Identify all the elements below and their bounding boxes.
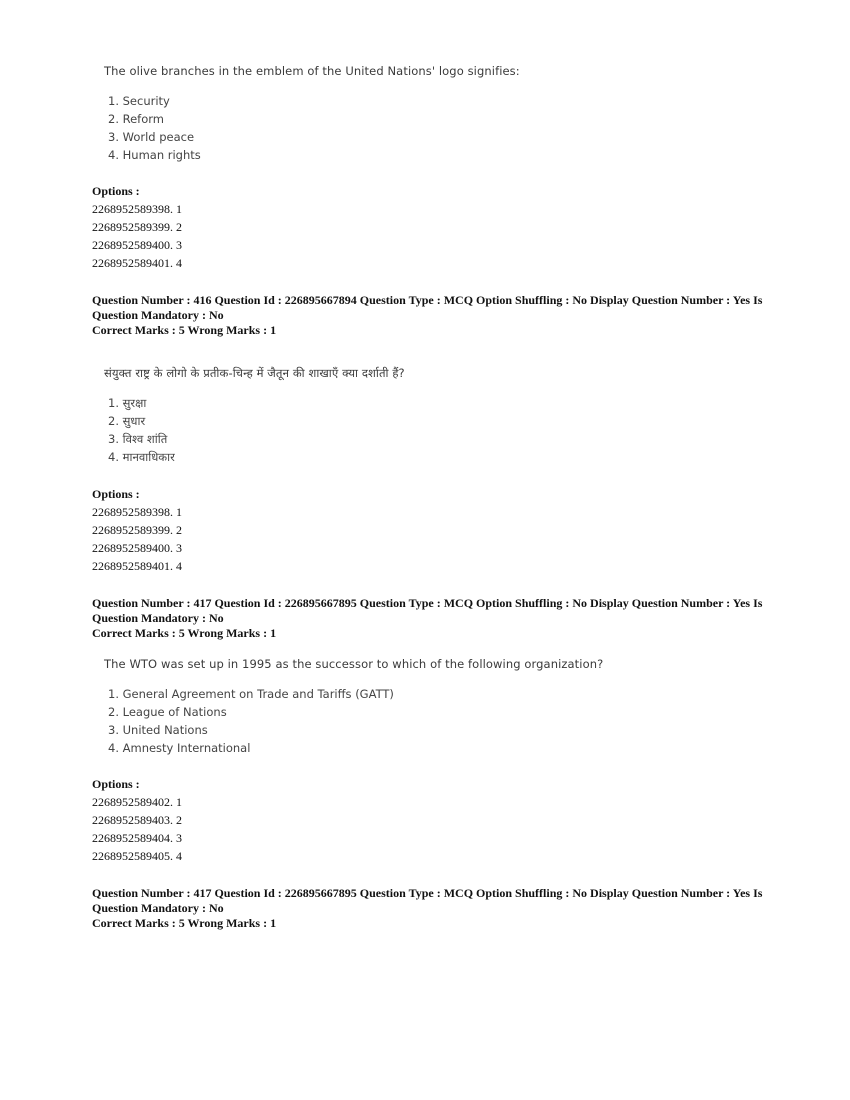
option-id-list (92, 200, 182, 272)
question-text-hindi: संयुक्त राष्ट्र के लोगो के प्रतीक-चिन्ह में जैतून की शाखाएँ क्या दर्शाती हैं? (104, 366, 405, 380)
answer-choice: 3. United Nations (108, 723, 208, 737)
answer-choices-hindi (108, 394, 175, 466)
answer-choices (108, 685, 394, 757)
option-id-item: 2268952589405. 4 (92, 849, 182, 863)
options-label: Options : (92, 184, 140, 198)
question-marks: Correct Marks : 5 Wrong Marks : 1 (92, 323, 277, 337)
question-marks: Correct Marks : 5 Wrong Marks : 1 (92, 626, 277, 640)
options-label: Options : (92, 487, 140, 501)
option-id-item: 2268952589400. 3 (92, 238, 182, 252)
option-id-item: 2268952589400. 3 (92, 541, 182, 555)
question-meta: Question Number : 417 Question Id : 226895667895 Question Type : MCQ Option Shuffling : No Display Question Number : Yes Is Question Mandatory : No (92, 596, 763, 625)
option-id-item: 2268952589403. 2 (92, 813, 182, 827)
option-id-item: 2268952589398. 1 (92, 505, 182, 519)
option-id-item: 2268952589399. 2 (92, 523, 182, 537)
option-id-item: 2268952589399. 2 (92, 220, 182, 234)
answer-choice: 2. सुधार (108, 414, 146, 428)
option-id-list (92, 793, 182, 865)
options-label: Options : (92, 777, 140, 791)
answer-choice: 4. मानवाधिकार (108, 450, 175, 464)
option-id-item: 2268952589401. 4 (92, 256, 182, 270)
answer-choice: 3. World peace (108, 130, 195, 144)
answer-choice: 4. Human rights (108, 148, 201, 162)
question-text: The WTO was set up in 1995 as the successor to which of the following organization? (104, 657, 604, 671)
option-id-list (92, 503, 182, 575)
answer-choice: 1. General Agreement on Trade and Tariffs (GATT) (108, 687, 394, 701)
question-marks: Correct Marks : 5 Wrong Marks : 1 (92, 916, 277, 930)
question-meta: Question Number : 416 Question Id : 226895667894 Question Type : MCQ Option Shuffling : No Display Question Number : Yes Is Question Mandatory : No (92, 293, 763, 322)
answer-choice: 3. विश्व शांति (108, 432, 168, 446)
option-id-item: 2268952589401. 4 (92, 559, 182, 573)
answer-choice: 1. सुरक्षा (108, 396, 147, 410)
option-id-item: 2268952589398. 1 (92, 202, 182, 216)
answer-choice: 2. League of Nations (108, 705, 227, 719)
option-id-item: 2268952589402. 1 (92, 795, 182, 809)
answer-choice: 1. Security (108, 94, 170, 108)
answer-choice: 2. Reform (108, 112, 164, 126)
question-meta: Question Number : 417 Question Id : 226895667895 Question Type : MCQ Option Shuffling : No Display Question Number : Yes Is Question Mandatory : No (92, 886, 763, 915)
option-id-item: 2268952589404. 3 (92, 831, 182, 845)
question-text: The olive branches in the emblem of the United Nations' logo signifies: (104, 64, 520, 78)
answer-choices (108, 92, 201, 164)
answer-choice: 4. Amnesty International (108, 741, 251, 755)
